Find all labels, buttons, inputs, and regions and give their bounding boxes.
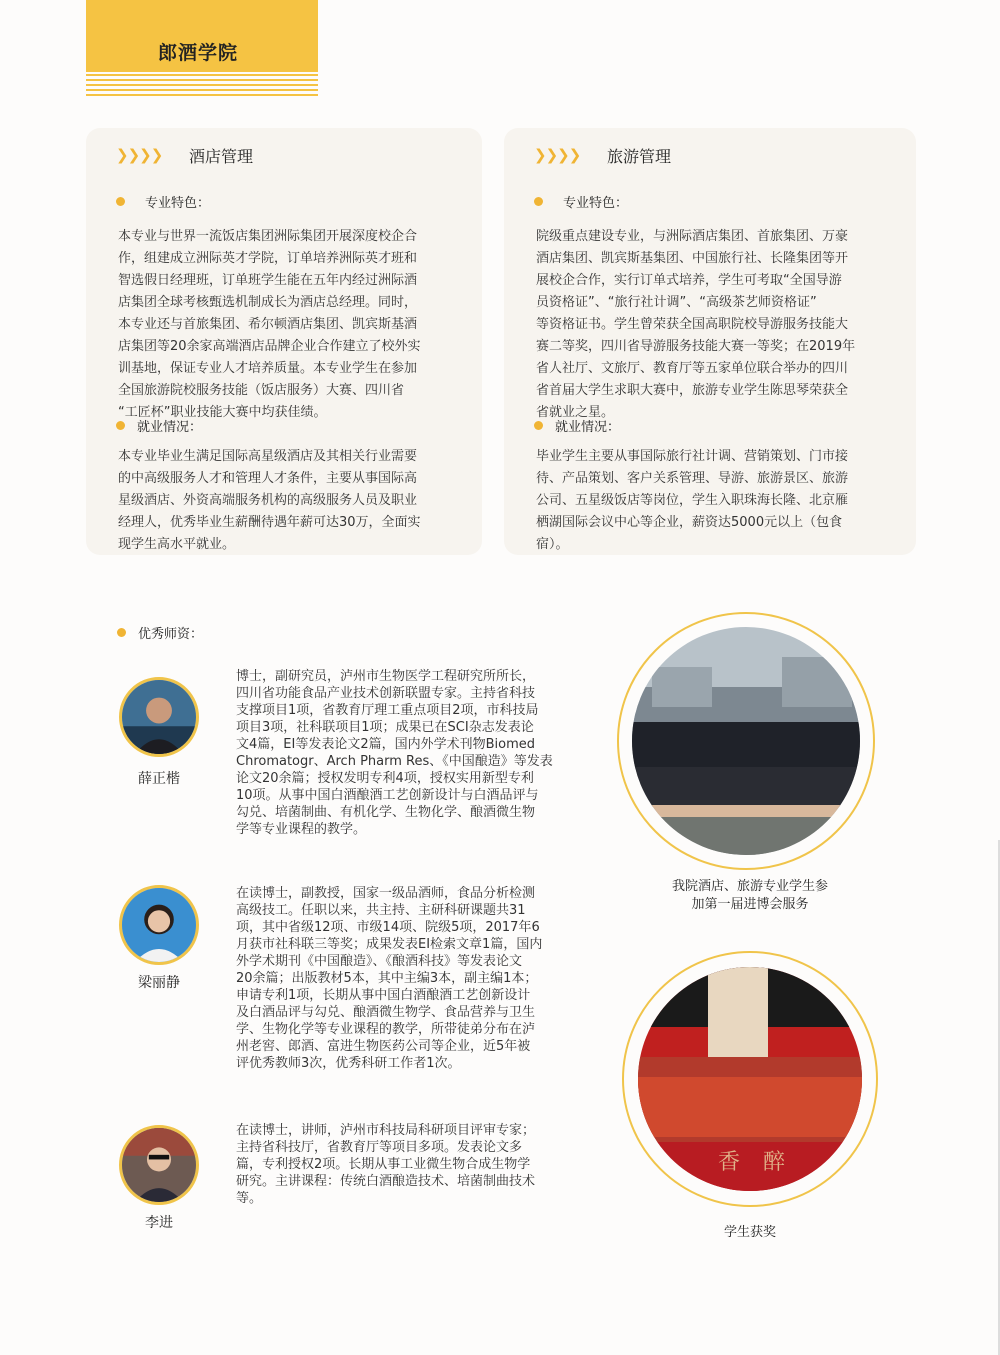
teachers-heading: 优秀师资：	[117, 623, 203, 642]
jobs-heading: 就业情况：	[116, 416, 202, 435]
jobs-text: 毕业学生主要从事国际旅行社计调、营销策划、门市接 待、产品策划、客户关系管理、导游、旅游景区、旅游 公司、五星级饭店等岗位，学生入职珠海长隆、北京雁 栖湖国际会议中心等企业，薪资达5000元以上（包食 宿）。	[536, 449, 849, 552]
bullet-icon	[116, 421, 125, 430]
teacher-bio: 在读博士，讲师，泸州市科技局科研项目评审专家； 主持省科技厅，省教育厅等项目多项。发表论文多 篇，专利授权2项。长期从事工业微生物合成生物学 研究。主讲课程：传统白酒酿造技术、培菌制曲技术 等。	[236, 1123, 536, 1206]
features-heading: 专业特色：	[534, 192, 628, 211]
bullet-icon	[117, 628, 126, 637]
expo-group-photo	[632, 627, 860, 855]
avatar	[119, 885, 199, 965]
bullet-icon	[116, 197, 125, 206]
person-photo-icon	[122, 680, 196, 754]
person-photo-icon	[122, 1128, 196, 1202]
header-banner	[86, 0, 318, 72]
photo-caption: 学生获奖	[723, 1225, 776, 1240]
teacher-name: 李进	[145, 1215, 173, 1231]
teacher-name: 梁丽静	[138, 975, 180, 991]
page-title: 郎酒学院	[158, 42, 239, 64]
features-text: 院级重点建设专业，与洲际酒店集团、首旅集团、万豪 酒店集团、凯宾斯基集团、中国旅行社、长隆集团等开 展校企合作，实行订单式培养，学生可考取“全国导游 员资格证”、“旅行社计调”、“高级茶艺师资格证” 等资格证书。学生曾荣获全国高职院校导游服务技能大 赛二等奖，四川省导游服务技能大赛一等奖；在2019年 省人社厅、文旅厅、教育厅等五家单位联合举办的四川 省首届大学生求职大赛中，旅游专业学生陈思琴荣获全 省就业之星。	[536, 229, 856, 420]
card-title: 酒店管理	[189, 147, 254, 166]
avatar	[119, 677, 199, 757]
teacher-name: 薛正楷	[138, 771, 180, 787]
chevrons-icon: ❯❯❯❯	[534, 146, 581, 164]
bullet-icon	[534, 421, 543, 430]
decorative-stripes	[86, 74, 318, 96]
features-text: 本专业与世界一流饭店集团洲际集团开展深度校企合 作，组建成立洲际英才学院，订单培养洲际英才班和 智选假日经理班，订单班学生能在五年内经过洲际酒 店集团全球考核甄选机制成长为酒店总经理。同时， 本专业还与首旅集团、希尔顿酒店集团、凯宾斯基酒 店集团等20余家高端酒店品牌企业合作建立了校外实 训基地，保证专业人才培养质量。本专业学生在参加 全国旅游院校服务技能（饭店服务）大赛、四川省 “工匠杯”职业技能大赛中均获佳绩。	[118, 229, 421, 420]
bullet-icon	[534, 197, 543, 206]
avatar	[119, 1125, 199, 1205]
award-photo	[638, 967, 862, 1191]
teacher-bio: 在读博士，副教授，国家一级品酒师，食品分析检测 高级技工。任职以来，共主持、主研科研课题共31 项，其中省级12项、市级14项、院级5项，2017年6 月获市社科联三等奖；成果发表EI检索文章1篇，国内 外学术期刊《中国酿造》、《酿酒科技》等发表论文 20余篇；出版教材5本，其中主编3本，副主编1本； 申请专利1项，长期从事中国白酒酿酒工艺创新设计 及白酒品评与勾兑、酿酒微生物学、食品营养与卫生 学、生物化学等专业课程的教学，所带徒弟分布在泸 州老窖、郎酒、富进生物医药公司等企业，近5年被 评优秀教师3次，优秀科研工作者1次。	[236, 886, 543, 1071]
person-photo-icon	[122, 888, 196, 962]
teacher-bio: 博士，副研究员，泸州市生物医学工程研究所所长， 四川省功能食品产业技术创新联盟专家。主持省科技 支撑项目1项，省教育厅理工重点项目2项，市科技局 项目3项，社科联项目1项；成果已在SCI杂志发表论 文4篇，EI等发表论文2篇，国内外学术刊物Biomed Chromatogr、Arch Pharm Res、《中国酿造》等发表 论文20余篇；授权发明专利4项，授权实用新型专利 10项。从事中国白酒酿酒工艺创新设计与白酒品评与 勾兑、培菌制曲、有机化学、生物化学、酿酒微生物 学等专业课程的教学。	[236, 669, 553, 837]
group-photo-icon	[632, 627, 860, 855]
hotel-management-card	[86, 128, 482, 555]
banner-text: 香 醉	[718, 1150, 793, 1175]
card-title: 旅游管理	[607, 147, 672, 166]
photo-caption: 我院酒店、旅游专业学生参 加第一届进博会服务	[671, 879, 828, 912]
jobs-heading: 就业情况：	[534, 416, 620, 435]
jobs-text: 本专业毕业生满足国际高星级酒店及其相关行业需要 的中高级服务人才和管理人才条件，主要从事国际高 星级酒店、外资高端服务机构的高级服务人员及职业 经理人，优秀毕业生薪酬待遇年薪可达30万，全面实 现学生高水平就业。	[118, 449, 421, 552]
features-heading: 专业特色：	[116, 192, 210, 211]
tourism-management-card	[504, 128, 916, 555]
chevrons-icon: ❯❯❯❯	[116, 146, 163, 164]
